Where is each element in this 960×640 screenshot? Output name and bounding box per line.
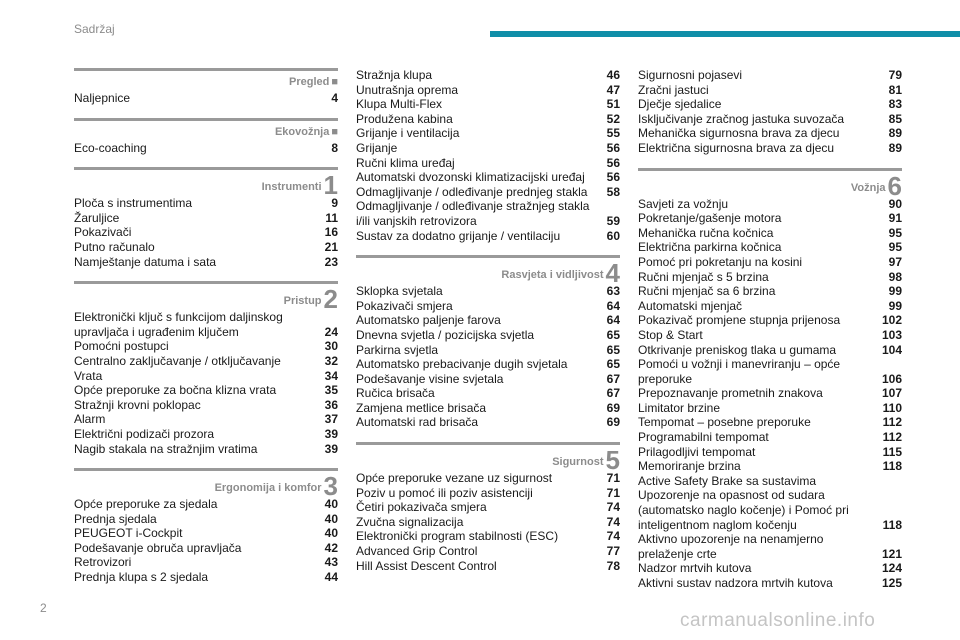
toc-entry[interactable] [74,398,338,413]
toc-entry-page: 74 [606,514,620,529]
toc-entry[interactable] [74,541,338,556]
toc-entry-label: Pokazivači smjera [356,298,453,313]
toc-entry[interactable] [74,427,338,442]
toc-entry-page: 69 [606,415,620,430]
toc-entry-label: Grijanje i ventilacija [356,126,460,141]
toc-column-3 [638,68,902,603]
toc-entry[interactable] [638,328,902,343]
toc-entry[interactable] [638,445,902,460]
toc-entry-label: Putno računalo [74,239,155,254]
toc-entry-label: Prepoznavanje prometnih znakova [638,386,823,401]
toc-entry[interactable] [74,196,338,211]
toc-entry-page: 71 [606,471,620,486]
toc-entry-label: Memoriranje brzina [638,459,741,474]
toc-entry[interactable] [638,240,902,255]
toc-entry-label: Opće preporuke za bočna klizna vrata [74,383,277,398]
toc-entry-label: Stražnja klupa [356,68,433,82]
toc-entry[interactable] [638,255,902,270]
toc-entry-label: Vrata [74,368,103,383]
toc-entry-label: Savjeti za vožnju [638,196,729,211]
toc-entry[interactable] [356,343,620,358]
toc-entry-page: 65 [606,342,620,357]
toc-entry-page: 55 [606,126,620,141]
toc-entry-label: Ručni mjenjač sa 6 brzina [638,284,776,299]
toc-entry-page: 107 [881,386,902,401]
toc-entry-page: 39 [324,441,338,456]
toc-entry[interactable] [74,255,338,270]
section-title: Sigurnost [552,456,604,469]
toc-entry-label: Sustav za dodatno grijanje / ventilaciju [356,228,561,243]
toc-entry[interactable] [356,112,620,127]
toc-entry[interactable] [356,170,620,185]
toc-entry[interactable] [638,126,902,141]
toc-entry-label: Četiri pokazivača smjera [356,500,487,515]
toc-entry[interactable] [74,354,338,369]
toc-entry-label: Elektronički program stabilnosti (ESC) [356,529,559,544]
toc-entry-page: 85 [888,111,902,126]
toc-entry[interactable] [74,442,338,457]
toc-entry[interactable] [74,240,338,255]
toc-entry-page: 40 [324,511,338,526]
toc-entry-page: 16 [324,225,338,240]
toc-entry-label: Otkrivanje preniskog tlaka u gumama [638,342,837,357]
toc-entry-label: Ručni mjenjač s 5 brzina [638,269,769,284]
toc-entry-page: 30 [324,339,338,354]
toc-entry-label: Pomoći u vožnji i manevriranju – opće preporuke [638,357,841,386]
toc-entry-page: 60 [606,228,620,243]
toc-entry[interactable] [74,369,338,384]
toc-entry-label: Sigurnosni pojasevi [638,68,743,82]
toc-entry-label: Namještanje datuma i sata [74,254,217,269]
toc-entry[interactable] [638,357,902,386]
toc-entry-page: 99 [888,284,902,299]
section-title: Pristup [283,295,322,308]
toc-section [638,68,902,156]
toc-entry[interactable] [638,386,902,401]
toc-entry-label: Poziv u pomoć ili poziv asistenciji [356,485,533,500]
toc-entry-page: 81 [888,82,902,97]
section-header [74,68,338,91]
toc-entry-page: 118 [882,459,902,474]
toc-entry-label: Mehanička sigurnosna brava za djecu [638,126,840,141]
toc-entry-page: 95 [888,225,902,240]
toc-entry[interactable] [356,328,620,343]
toc-entry-page: 78 [606,558,620,573]
toc-entry-label: Dnevna svjetla / pozicijska svjetla [356,327,535,342]
toc-entry-page: 91 [888,211,902,226]
toc-entry[interactable] [74,570,338,585]
toc-entry-label: Ploča s instrumentima [74,196,193,211]
toc-entry-page: 112 [882,415,902,430]
section-title: Rasvjeta i vidljivost [501,269,604,282]
toc-entry-label: Nagib stakala na stražnjim vratima [74,441,258,456]
section-number: 4 [605,258,620,289]
toc-entry[interactable] [74,555,338,570]
header-accent-bar [490,31,960,37]
toc-entry-page: 56 [606,155,620,170]
toc-entry-page: 106 [881,371,902,386]
toc-entry-label: Automatski rad brisača [356,415,479,430]
toc-entry-page: 110 [882,400,902,415]
toc-section [356,255,620,430]
toc-entry-label: Alarm [74,412,106,427]
toc-entry-page: 65 [606,327,620,342]
toc-entry[interactable] [74,383,338,398]
toc-entry-label: Opće preporuke vezane uz sigurnost [356,471,553,486]
toc-entry-page: 42 [324,540,338,555]
toc-entry-page: 124 [881,561,902,576]
toc-entry[interactable] [74,91,338,106]
section-title: Ergonomija i komfor [214,482,322,495]
section-title: Ekovožnja [274,125,330,138]
toc-entry[interactable] [74,310,338,339]
toc-entry[interactable] [74,526,338,541]
toc-entry-page: 56 [606,140,620,155]
section-title: Pregled [288,76,330,88]
section-header [74,167,338,201]
section-number: 3 [323,471,338,502]
section-number: 2 [323,284,338,315]
toc-entry-page: 83 [888,97,902,112]
section-number: 5 [605,445,620,476]
toc-entry[interactable] [638,474,902,532]
section-header [74,118,338,141]
section-title: Vožnja [850,181,886,194]
toc-section [638,168,902,591]
toc-entry[interactable] [356,401,620,416]
toc-entry-label: Hill Assist Descent Control [356,558,497,573]
toc-entry-label: Automatski dvozonski klimatizacijski uređaj [356,170,585,185]
toc-entry-label: Stop & Start [638,327,703,342]
toc-entry[interactable] [638,430,902,445]
toc-column-2 [356,68,620,585]
toc-entry-label: Stražnji krovni poklopac [74,397,201,412]
toc-entry-page: 77 [606,544,620,559]
toc-entry-label: Pokazivač promjene stupnja prijenosa [638,313,841,328]
toc-entry-page: 24 [324,324,338,339]
toc-entry[interactable] [638,141,902,156]
toc-entry[interactable] [356,284,620,299]
toc-entry[interactable] [356,126,620,141]
toc-entry[interactable] [356,97,620,112]
section-square-icon: ■ [331,76,338,88]
toc-entry[interactable] [74,512,338,527]
section-number: 6 [887,170,902,201]
toc-entry-label: Produžena kabina [356,111,453,126]
toc-entry[interactable] [638,83,902,98]
toc-entry[interactable] [356,141,620,156]
toc-entry[interactable] [356,313,620,328]
toc-entry-page: 90 [888,196,902,211]
toc-entry[interactable] [356,529,620,544]
toc-entry-page: 64 [606,298,620,313]
toc-entry-label: Klupa Multi-Flex [356,97,443,112]
page-number: 2 [40,601,47,615]
toc-entry-label: Električna sigurnosna brava za djecu [638,140,835,155]
section-header [74,281,338,315]
toc-entry-label: Advanced Grip Control [356,544,478,559]
toc-entry-label: Aktivni sustav nadzora mrtvih kutova [638,576,833,590]
toc-entry[interactable] [356,357,620,372]
toc-entry-label: Dječje sjedalice [638,97,722,112]
toc-entry[interactable] [638,284,902,299]
toc-entry-label: Retrovizori [74,555,132,570]
toc-entry-label: Mehanička ručna kočnica [638,225,774,240]
toc-section [74,68,338,106]
toc-entry-label: Odmagljivanje / odleđivanje prednjeg stakla [356,184,588,199]
toc-entry[interactable] [638,68,902,83]
toc-entry-label: Programabilni tempomat [638,430,769,445]
toc-entry-label: Podešavanje obruča upravljača [74,540,242,555]
toc-entry-page: 89 [888,126,902,141]
toc-entry-label: Pomoćni postupci [74,339,169,354]
toc-entry-page: 35 [324,383,338,398]
toc-entry-label: PEUGEOT i-Cockpit [74,526,183,541]
toc-entry[interactable] [356,185,620,200]
toc-entry-label: Aktivno upozorenje na nenamjerno prelaženje crte [638,532,824,561]
toc-entry-page: 125 [881,576,902,590]
toc-entry[interactable] [356,500,620,515]
toc-entry-label: Podešavanje visine svjetala [356,371,504,386]
toc-entry[interactable] [356,559,620,574]
toc-entry[interactable] [356,229,620,244]
toc-entry[interactable] [638,112,902,127]
toc-entry-label: Električna parkirna kočnica [638,240,782,255]
toc-entry-page: 115 [882,444,902,459]
toc-entry[interactable] [356,415,620,430]
toc-section [74,118,338,156]
toc-entry-page: 4 [331,91,338,105]
toc-entry-page: 118 [882,517,902,532]
toc-entry[interactable] [638,576,902,591]
toc-entry[interactable] [356,372,620,387]
toc-entry[interactable] [356,156,620,171]
section-header [74,468,338,502]
toc-entry-label: Prednja sjedala [74,511,157,526]
toc-entry-page: 67 [606,386,620,401]
toc-entry-label: Isključivanje zračnog jastuka suvozača [638,111,845,126]
toc-entry-page: 8 [331,140,338,155]
toc-entry-label: Ručni klima uređaj [356,155,455,170]
toc-entry-label: Eco-coaching [74,140,147,155]
toc-entry[interactable] [74,412,338,427]
toc-entry[interactable] [638,459,902,474]
toc-entry[interactable] [638,197,902,212]
toc-entry-page: 32 [324,353,338,368]
toc-entry-label: Automatsko prebacivanje dugih svjetala [356,357,568,372]
toc-entry-label: Sklopka svjetala [356,284,443,299]
toc-entry-page: 67 [606,371,620,386]
toc-entry[interactable] [356,515,620,530]
toc-entry-label: Električni podizači prozora [74,426,215,441]
toc-entry-page: 64 [606,313,620,328]
toc-entry-page: 21 [324,239,338,254]
toc-entry-page: 74 [606,529,620,544]
toc-entry-page: 65 [606,357,620,372]
toc-section [74,281,338,456]
toc-entry-label: Unutrašnja oprema [356,82,459,97]
section-header [356,255,620,289]
section-title: Instrumenti [261,181,322,194]
toc-entry-page: 11 [325,210,338,225]
toc-entry[interactable] [356,68,620,83]
toc-entry-page: 37 [324,412,338,427]
toc-entry-label: Automatsko paljenje farova [356,313,501,328]
toc-entry-page: 52 [606,111,620,126]
toc-section [356,68,620,243]
toc-entry-page: 121 [881,546,902,561]
toc-entry[interactable] [356,299,620,314]
toc-entry[interactable] [356,386,620,401]
watermark: carmanualsonline.info [680,610,876,631]
toc-entry-page: 95 [888,240,902,255]
toc-entry-label: Zvučna signalizacija [356,514,464,529]
section-header [356,442,620,476]
toc-entry-page: 23 [324,254,338,269]
toc-entry[interactable] [356,544,620,559]
toc-entry-label: Grijanje [356,140,398,155]
toc-entry-label: Parkirna svjetla [356,342,439,357]
toc-entry[interactable] [638,313,902,328]
toc-entry-label: Elektronički ključ s funkcijom daljinskog upravljača i ugrađenim ključem [74,310,283,339]
toc-entry[interactable] [356,199,620,228]
toc-entry-label: Zamjena metlice brisača [356,400,487,415]
toc-entry[interactable] [638,415,902,430]
page-header-title: Sadržaj [74,22,115,36]
toc-entry-label: Odmagljivanje / odleđivanje stražnjeg stakla i/ili vanjskih retrovizora [356,199,590,228]
toc-column-1 [74,68,338,597]
section-header [638,168,902,201]
toc-entry-page: 36 [324,397,338,412]
toc-entry-page: 44 [324,570,338,585]
toc-entry-label: Prilagodljivi tempomat [638,444,756,459]
toc-entry-label: Zračni jastuci [638,82,709,97]
toc-entry-page: 89 [888,140,902,155]
toc-entry-page: 69 [606,400,620,415]
toc-entry-label: Pokretanje/gašenje motora [638,211,782,226]
toc-entry-page: 58 [606,184,620,199]
toc-entry-page: 9 [331,196,338,211]
toc-entry-page: 56 [606,170,620,185]
toc-entry[interactable] [74,211,338,226]
toc-entry-label: Žaruljice [74,210,120,225]
toc-entry-page: 102 [881,313,902,328]
toc-entry[interactable] [356,83,620,98]
toc-entry-page: 40 [324,497,338,512]
toc-entry-page: 104 [881,342,902,357]
toc-section [74,167,338,269]
toc-entry[interactable] [74,225,338,240]
toc-entry[interactable] [638,211,902,226]
toc-entry-page: 46 [606,68,620,82]
toc-entry-page: 63 [606,284,620,299]
toc-entry-page: 39 [324,426,338,441]
toc-entry-label: Centralno zaključavanje / otključavanje [74,353,281,368]
toc-section [356,442,620,573]
toc-entry-page: 99 [888,298,902,313]
toc-entry[interactable] [638,97,902,112]
toc-entry[interactable] [638,270,902,285]
toc-entry-page: 103 [881,327,902,342]
section-number: 1 [323,170,338,201]
toc-entry-label: Nadzor mrtvih kutova [638,561,752,576]
toc-entry-label: Prednja klupa s 2 sjedala [74,570,209,585]
toc-entry[interactable] [638,401,902,416]
toc-entry-label: Naljepnice [74,91,131,105]
toc-entry-page: 34 [324,368,338,383]
toc-entry[interactable] [74,141,338,156]
toc-entry-page: 59 [606,213,620,228]
toc-entry[interactable] [638,343,902,358]
toc-entry-page: 74 [606,500,620,515]
toc-entry[interactable] [638,226,902,241]
toc-entry[interactable] [74,339,338,354]
toc-entry-label: Opće preporuke za sjedala [74,497,218,512]
toc-entry[interactable] [638,561,902,576]
toc-entry-label: Pomoć pri pokretanju na kosini [638,254,803,269]
toc-entry-page: 79 [888,68,902,82]
toc-entry-page: 47 [606,82,620,97]
toc-entry-page: 71 [606,485,620,500]
toc-entry-page: 97 [888,254,902,269]
toc-section [74,468,338,585]
toc-entry-label: Tempomat – posebne preporuke [638,415,811,430]
toc-entry-page: 43 [324,555,338,570]
toc-entry-page: 40 [324,526,338,541]
section-square-icon: ■ [331,125,338,138]
toc-entry-label: Ručica brisača [356,386,435,401]
toc-entry[interactable] [356,486,620,501]
toc-entry-label: Automatski mjenjač [638,298,743,313]
toc-entry-page: 51 [606,97,620,112]
toc-entry-label: Limitator brzine [638,400,721,415]
toc-entry-label: Active Safety Brake sa sustavima Upozorenje na opasnost od sudara (automatsko naglo kočenje) i Pomoć pri inteligentnom naglom kočenju [638,473,849,532]
toc-entry[interactable] [74,497,338,512]
toc-entry[interactable] [638,532,902,561]
toc-entry-page: 98 [888,269,902,284]
toc-entry-page: 112 [882,430,902,445]
toc-entry[interactable] [638,299,902,314]
toc-entry-label: Pokazivači [74,225,132,240]
toc-entry[interactable] [356,471,620,486]
